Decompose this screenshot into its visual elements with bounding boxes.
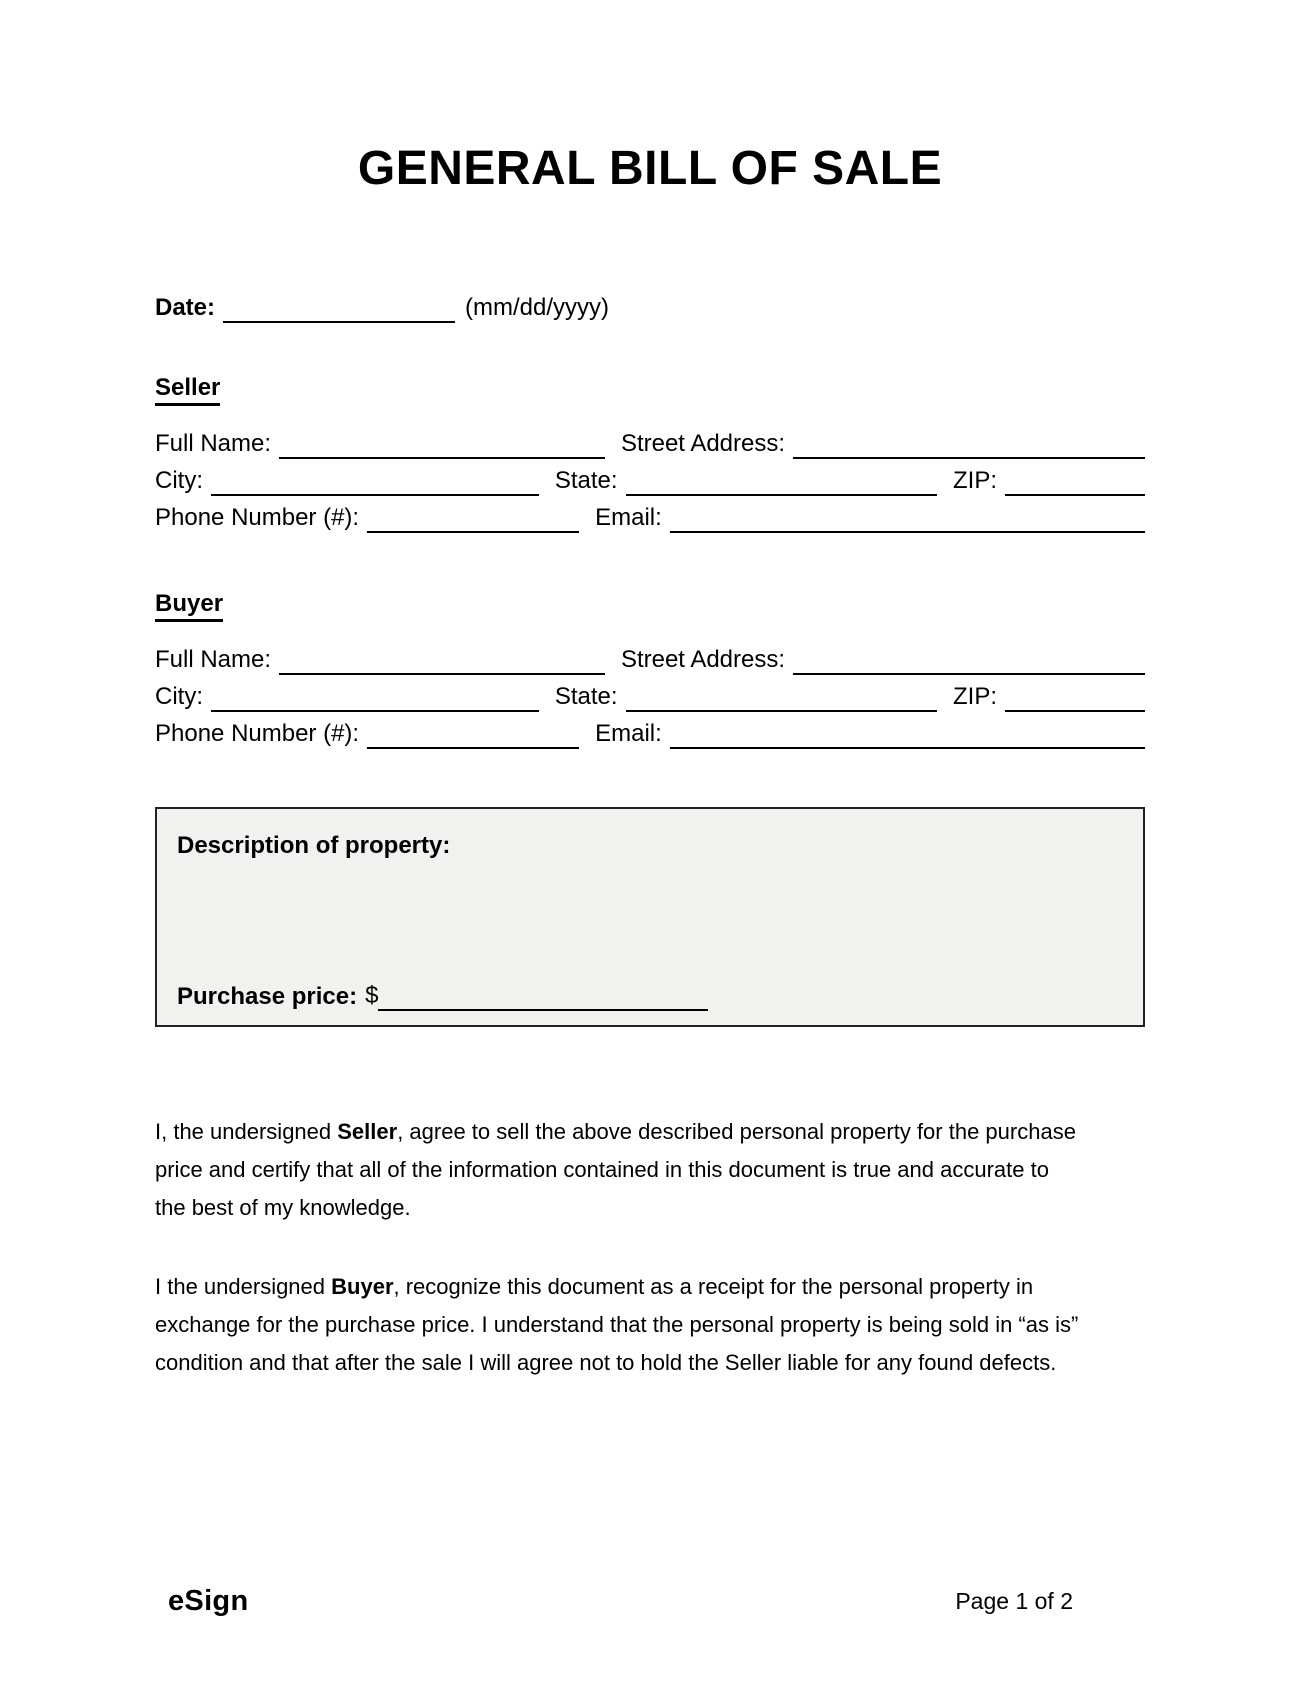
page-footer bbox=[168, 1583, 1073, 1619]
seller-phone-field-line[interactable] bbox=[367, 525, 579, 533]
buyer-ack-text: I the undersigned bbox=[155, 1274, 332, 1299]
buyer-city-field-line[interactable] bbox=[211, 704, 539, 712]
purchase-price-field-line[interactable] bbox=[378, 1003, 708, 1011]
email-label: Email: bbox=[595, 504, 662, 531]
state-label: State: bbox=[554, 467, 618, 494]
buyer-phone-email-row bbox=[155, 712, 1145, 749]
purchase-price-label: Purchase price: bbox=[177, 983, 358, 1010]
buyer-zip-field-line[interactable] bbox=[1005, 704, 1145, 712]
seller-state-field-line[interactable] bbox=[626, 488, 937, 496]
buyer-full-name-field-line[interactable] bbox=[279, 667, 605, 675]
street-address-label: Street Address: bbox=[620, 646, 786, 673]
zip-label: ZIP: bbox=[952, 467, 997, 494]
seller-name-address-row bbox=[155, 422, 1145, 459]
phone-label: Phone Number (#): bbox=[155, 720, 360, 747]
seller-ack-text: , agree to sell the above described personal property for the purchase price and certify that all of the information contained in this document is true and accurate to the best of my knowledge. bbox=[155, 1119, 1076, 1220]
document-title: GENERAL BILL OF SALE bbox=[357, 142, 943, 195]
seller-city-field-line[interactable] bbox=[211, 488, 539, 496]
seller-city-state-zip-row bbox=[155, 459, 1145, 496]
seller-phone-email-row bbox=[155, 496, 1145, 533]
date-label: Date: bbox=[155, 294, 216, 321]
page-indicator: Page 1 of 2 bbox=[955, 1588, 1073, 1614]
buyer-email-field-line[interactable] bbox=[670, 741, 1145, 749]
esign-logo: eSign bbox=[168, 1585, 249, 1617]
purchase-price-row bbox=[177, 977, 1123, 1011]
seller-acknowledgment-paragraph bbox=[155, 1113, 1085, 1227]
buyer-ack-bold-word: Buyer bbox=[331, 1274, 394, 1299]
buyer-acknowledgment-paragraph bbox=[155, 1268, 1085, 1382]
seller-ack-bold-word: Seller bbox=[337, 1119, 398, 1144]
buyer-street-address-field-line[interactable] bbox=[793, 667, 1145, 675]
full-name-label: Full Name: bbox=[155, 646, 272, 673]
buyer-section-heading: Buyer bbox=[155, 589, 223, 622]
currency-symbol: $ bbox=[365, 982, 379, 1009]
seller-street-address-field-line[interactable] bbox=[793, 451, 1145, 459]
seller-section-heading: Seller bbox=[155, 373, 220, 406]
date-row bbox=[155, 286, 1145, 323]
state-label: State: bbox=[554, 683, 618, 710]
buyer-city-state-zip-row bbox=[155, 675, 1145, 712]
buyer-phone-field-line[interactable] bbox=[367, 741, 579, 749]
full-name-label: Full Name: bbox=[155, 430, 272, 457]
seller-full-name-field-line[interactable] bbox=[279, 451, 605, 459]
seller-ack-text: I, the undersigned bbox=[155, 1119, 338, 1144]
buyer-name-address-row bbox=[155, 638, 1145, 675]
seller-email-field-line[interactable] bbox=[670, 525, 1145, 533]
buyer-ack-text: , recognize this document as a receipt for the personal property in exchange for the purchase price. I understand that the personal property is being sold in “as is” condition and that after the sale I will agree not to hold the Seller liable for any found defects. bbox=[155, 1274, 1079, 1375]
property-description-box bbox=[155, 807, 1145, 1027]
city-label: City: bbox=[155, 467, 203, 494]
seller-zip-field-line[interactable] bbox=[1005, 488, 1145, 496]
city-label: City: bbox=[155, 683, 203, 710]
zip-label: ZIP: bbox=[952, 683, 997, 710]
date-format-hint: (mm/dd/yyyy) bbox=[465, 294, 610, 321]
street-address-label: Street Address: bbox=[620, 430, 786, 457]
phone-label: Phone Number (#): bbox=[155, 504, 360, 531]
date-field-line[interactable] bbox=[223, 315, 455, 323]
email-label: Email: bbox=[595, 720, 662, 747]
buyer-state-field-line[interactable] bbox=[626, 704, 937, 712]
property-description-label: Description of property: bbox=[177, 832, 451, 859]
